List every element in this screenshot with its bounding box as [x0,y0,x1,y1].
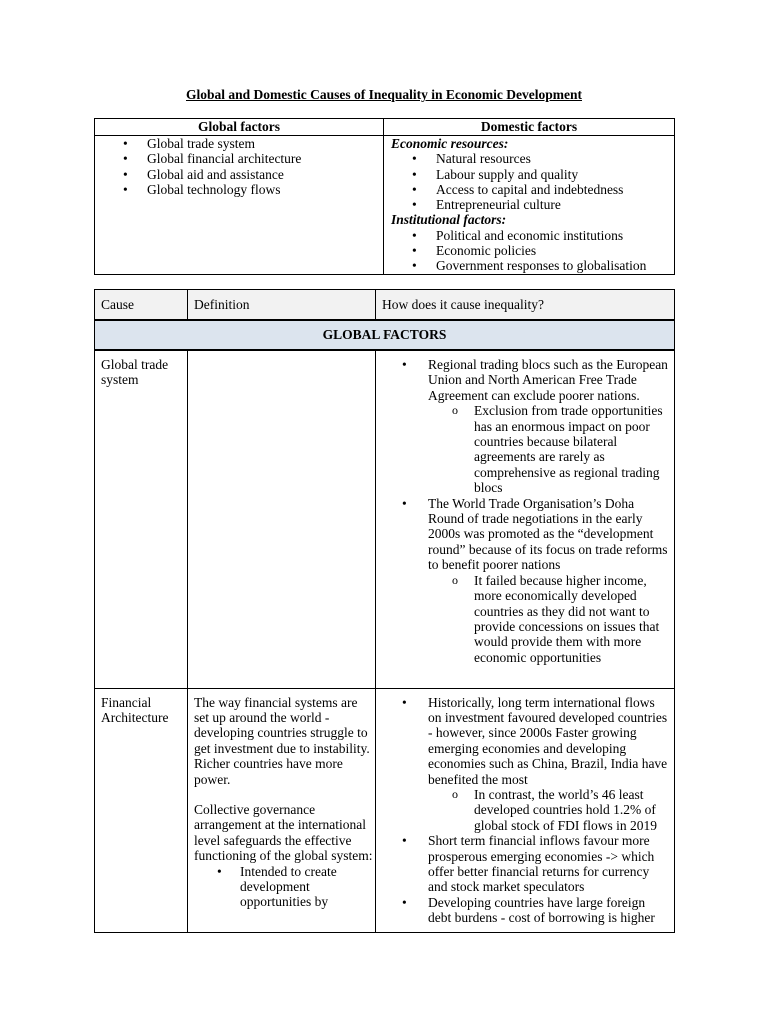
point-text: Regional trading blocs such as the European Union and North American Free Trade Agreement can exclude poorer nations. [428,357,668,403]
section-header-row [95,320,675,350]
table-row [95,688,675,932]
economic-resources-heading: Economic resources: [391,136,509,151]
cause-column-header: Cause [95,290,188,321]
definition-cell [188,688,376,932]
table-header-row [95,290,675,321]
sub-points-list [428,573,670,665]
list-item [376,695,670,834]
definition-list [194,864,375,910]
list-item [376,496,670,665]
sub-points-list [428,403,670,495]
causes-table [94,289,675,933]
sub-list-item: o It failed because higher income, more economically developed countries as they did not want to provide concessions on issues that would provide them with more economic opportunities [428,573,670,665]
inequality-cell [376,350,675,688]
global-factors-cell [95,136,384,275]
definition-paragraph: The way financial systems are set up around the world - developing countries struggle to get investment due to instability. Richer countries have more power. [194,694,370,787]
institutional-factors-heading: Institutional factors: [391,212,507,228]
global-factors-section-title: GLOBAL FACTORS [95,320,675,350]
factors-table [94,118,675,275]
sub-list-item: o Exclusion from trade opportunities has an enormous impact on poor countries because bilateral agreements are rarely as comprehensive as regional trading blocs [428,403,670,495]
definition-paragraph: Collective governance arrangement at the international level safeguards the effective functioning of the global system: [194,801,373,864]
list-item: • Labour supply and quality [384,167,674,182]
domestic-factors-cell [384,136,675,275]
list-item: • Economic policies [384,243,674,258]
points-list [376,695,670,926]
cause-cell: Global trade system [95,350,188,688]
global-factors-list [95,136,383,197]
definition-column-header: Definition [188,290,376,321]
inequality-column-header: How does it cause inequality? [376,290,675,321]
cause-cell: Financial Architecture [95,688,188,932]
list-item: • Government responses to globalisation [384,258,674,273]
point-text: Historically, long term international flows on investment favoured developed countries - however, since 2000s Faster growing emerging economies and developing economies such as China, Brazil, India have benefited the most [428,694,668,787]
table-row [95,350,675,688]
list-item: • Global trade system [95,136,383,151]
list-item [376,357,670,496]
global-factors-header: Global factors [95,119,384,136]
list-item: • Access to capital and indebtedness [384,182,674,197]
economic-resources-list [384,151,674,212]
inequality-cell [376,688,675,932]
list-item: • Short term financial inflows favour more prosperous emerging economies -> which offer better financial returns for currency and stock market speculators [376,833,670,895]
list-item: • Global aid and assistance [95,167,383,182]
list-item: • Political and economic institutions [384,228,674,243]
list-item: • Global technology flows [95,182,383,197]
domestic-factors-header: Domestic factors [384,119,675,136]
document-title: Global and Domestic Causes of Inequality in Economic Development [185,87,582,102]
sub-points-list [428,787,670,833]
definition-cell [188,350,376,688]
list-item: • Global financial architecture [95,151,383,166]
points-list [376,357,670,665]
list-item: • Natural resources [384,151,674,166]
list-item: • Entrepreneurial culture [384,197,674,212]
list-item: • Intended to create development opportunities by [194,864,375,910]
point-text: The World Trade Organisation’s Doha Round of trade negotiations in the early 2000s was promoted as the “development round” because of its focus on trade reforms to benefit poorer nations [428,495,668,573]
institutional-factors-list [384,228,674,274]
list-item: • Developing countries have large foreign debt burdens - cost of borrowing is higher [376,895,670,926]
sub-list-item: o In contrast, the world’s 46 least developed countries hold 1.2% of global stock of FDI flows in 2019 [428,787,670,833]
